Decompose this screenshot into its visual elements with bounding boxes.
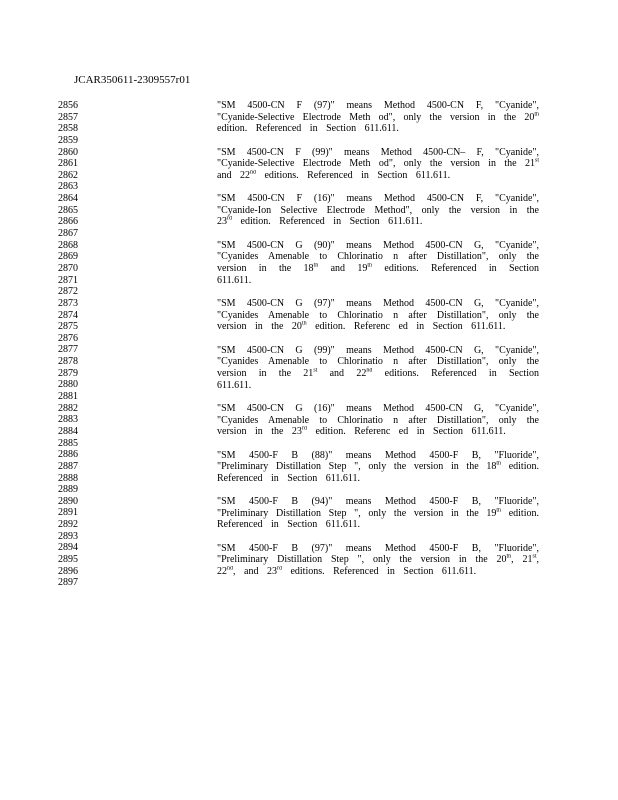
definition-line: 611.611. xyxy=(217,274,252,286)
definition-line: version in the 20th edition. Referenc ed in Section 611.611. xyxy=(217,321,506,333)
line-number-column xyxy=(58,100,98,589)
definition-entry xyxy=(217,345,539,392)
line-number: 2874 xyxy=(58,309,78,321)
definition-line: version in the 18th and 19th editions. Referenced in Section xyxy=(217,263,539,275)
definition-line: 611.611. xyxy=(217,379,252,391)
line-number: 2867 xyxy=(58,228,78,240)
definition-line: "Preliminary Distillation Step ", only the version in the 20th, 21st, xyxy=(217,554,539,566)
definition-entry xyxy=(217,147,539,182)
line-number: 2879 xyxy=(58,367,78,379)
definition-line: Referenced in Section 611.611. xyxy=(217,519,361,531)
definition-line: "SM 4500-CN F (97)" means Method 4500-CN F, "Cyanide", xyxy=(217,100,539,111)
definition-line: "Cyanides Amenable to Chlorinatio n after Distillation", only the xyxy=(217,414,539,426)
line-number: 2878 xyxy=(58,356,78,368)
line-number: 2870 xyxy=(58,262,78,274)
line-number: 2864 xyxy=(58,193,78,205)
line-number: 2897 xyxy=(58,577,78,589)
definition-entry xyxy=(217,403,539,438)
line-number: 2895 xyxy=(58,553,78,565)
definition-line: "Cyanide-Selective Electrode Meth od", only the version in the 21st xyxy=(217,158,539,170)
line-number: 2880 xyxy=(58,379,78,391)
line-number: 2896 xyxy=(58,565,78,577)
definition-line: "Cyanides Amenable to Chlorinatio n after Distillation", only the xyxy=(217,251,539,263)
definition-line: "SM 4500-CN G (16)" means Method 4500-CN G, "Cyanide", xyxy=(217,402,539,414)
line-number: 2892 xyxy=(58,519,78,531)
line-number: 2856 xyxy=(58,100,78,111)
definition-line: "Cyanides Amenable to Chlorinatio n after Distillation", only the xyxy=(217,309,539,321)
line-number: 2885 xyxy=(58,437,78,449)
definition-line: version in the 21st and 22nd editions. Referenced in Section xyxy=(217,367,539,379)
definition-line: "SM 4500-F B (94)" means Method 4500-F B, "Fluoride", xyxy=(217,496,539,508)
definition-line: and 22nd editions. Referenced in Section 611.611. xyxy=(217,169,451,181)
line-number: 2857 xyxy=(58,111,78,123)
definition-line: "Cyanides Amenable to Chlorinatio n after Distillation", only the xyxy=(217,356,539,368)
line-number: 2865 xyxy=(58,204,78,216)
definition-entry xyxy=(217,298,539,333)
line-number: 2887 xyxy=(58,460,78,472)
definition-line: Referenced in Section 611.611. xyxy=(217,472,361,484)
line-number: 2882 xyxy=(58,402,78,414)
definition-line: "Cyanide-Selective Electrode Meth od", only the version in the 20th xyxy=(217,111,539,123)
line-number: 2884 xyxy=(58,425,78,437)
line-number: 2873 xyxy=(58,297,78,309)
definition-line: 22nd, and 23rd editions. Referenced in Section 611.611. xyxy=(217,565,477,577)
line-number: 2894 xyxy=(58,542,78,554)
definition-entry xyxy=(217,450,539,485)
line-number: 2883 xyxy=(58,414,78,426)
line-number: 2872 xyxy=(58,286,78,298)
line-number: 2871 xyxy=(58,274,78,286)
definition-line: "Cyanide-Ion Selective Electrode Method", only the version in the xyxy=(217,204,539,216)
definition-line: "SM 4500-CN G (90)" means Method 4500-CN G, "Cyanide", xyxy=(217,239,539,251)
definition-line: edition. Referenced in Section 611.611. xyxy=(217,123,399,135)
definition-line: "SM 4500-F B (97)" means Method 4500-F B, "Fluoride", xyxy=(217,542,539,554)
line-number: 2859 xyxy=(58,134,78,146)
definition-line: "Preliminary Distillation Step ", only the version in the 19th edition. xyxy=(217,507,539,519)
line-number: 2861 xyxy=(58,158,78,170)
definition-line: "Preliminary Distillation Step ", only the version in the 18th edition. xyxy=(217,461,539,473)
definition-line: "SM 4500-CN F (16)" means Method 4500-CN F, "Cyanide", xyxy=(217,193,539,205)
definition-entry xyxy=(217,496,539,531)
line-number: 2875 xyxy=(58,321,78,333)
line-number: 2891 xyxy=(58,507,78,519)
definition-line: "SM 4500-CN G (99)" means Method 4500-CN G, "Cyanide", xyxy=(217,344,539,356)
definition-entry xyxy=(217,240,539,287)
line-number: 2876 xyxy=(58,332,78,344)
definition-line: "SM 4500-CN F (99)" means Method 4500-CN– F, "Cyanide", xyxy=(217,146,539,158)
line-number: 2868 xyxy=(58,239,78,251)
document-id-header: JCAR350611-2309557r01 xyxy=(74,74,191,86)
line-number: 2886 xyxy=(58,449,78,461)
definition-entry xyxy=(217,100,539,135)
definition-line: 23rd edition. Referenced in Section 611.611. xyxy=(217,216,423,228)
line-number: 2893 xyxy=(58,530,78,542)
line-number: 2863 xyxy=(58,181,78,193)
definition-entry xyxy=(217,543,539,578)
line-number: 2877 xyxy=(58,344,78,356)
line-number: 2888 xyxy=(58,472,78,484)
definition-line: version in the 23rd edition. Referenc ed in Section 611.611. xyxy=(217,426,506,438)
line-number: 2866 xyxy=(58,216,78,228)
line-number: 2869 xyxy=(58,251,78,263)
line-number: 2881 xyxy=(58,391,78,403)
line-number: 2889 xyxy=(58,484,78,496)
line-number: 2890 xyxy=(58,495,78,507)
definition-line: "SM 4500-F B (88)" means Method 4500-F B, "Fluoride", xyxy=(217,449,539,461)
definition-entry xyxy=(217,193,539,228)
definition-line: "SM 4500-CN G (97)" means Method 4500-CN G, "Cyanide", xyxy=(217,298,539,310)
line-number: 2862 xyxy=(58,169,78,181)
line-number: 2860 xyxy=(58,146,78,158)
line-number: 2858 xyxy=(58,123,78,135)
